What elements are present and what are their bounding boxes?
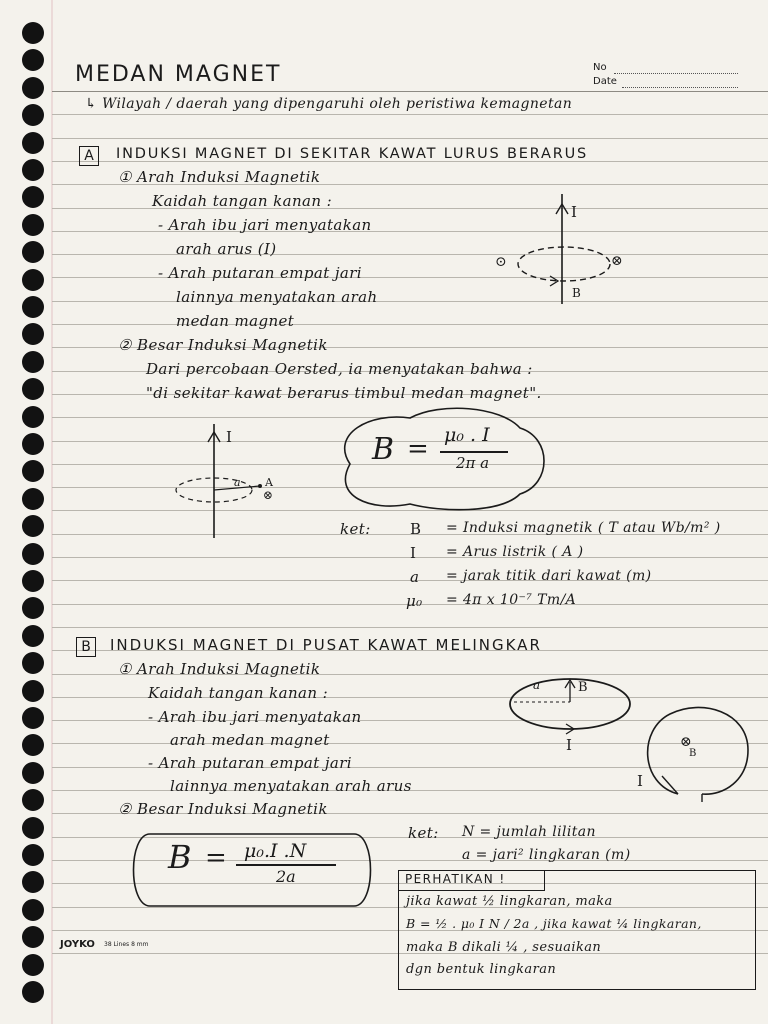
binder-hole [22, 625, 44, 647]
section-a-rule-line-4: lainnya menyatakan arah [176, 288, 378, 306]
binder-hole [22, 652, 44, 674]
date-label: Date [593, 76, 617, 87]
note-line-4: dgn bentuk lingkaran [406, 962, 557, 977]
ket-a-sym-1: B [410, 520, 422, 538]
ket-a-desc-3: = jarak titik dari kawat (m) [446, 568, 652, 584]
field-label: B [572, 286, 582, 300]
binder-hole [22, 954, 44, 976]
formula-b-denominator: 2a [276, 867, 296, 886]
binder-hole [22, 159, 44, 181]
oersted-line-2: "di sekitar kawat berarus timbul medan magnet". [146, 384, 542, 402]
note-title: PERHATIKAN ! [405, 872, 506, 886]
ruled-line [52, 324, 768, 325]
binder-hole [22, 378, 44, 400]
margin-line [51, 0, 53, 1024]
section-a-rule-line-3: - Arah putaran empat jari [158, 264, 362, 282]
binder-hole [22, 351, 44, 373]
field-out-icon: ⊙ [495, 254, 508, 270]
ket-a-desc-2: = Arus listrik ( A ) [446, 544, 584, 560]
ket-a-desc-1: = Induksi magnetik ( T atau Wb/m² ) [446, 520, 721, 536]
ket-a-sym-3: a [410, 568, 420, 586]
straight-wire-diagram [490, 190, 640, 310]
no-field-line [614, 73, 738, 74]
current-label: I [571, 203, 578, 221]
ket-a-sym-4: μ₀ [406, 592, 423, 610]
section-b-sub2: ② Besar Induksi Magnetik [118, 800, 328, 818]
brand-logo: JOYKO [60, 939, 95, 950]
binder-hole [22, 981, 44, 1003]
binder-hole [22, 762, 44, 784]
oersted-line-1: Dari percobaan Oersted, ia menyatakan bahwa : [146, 360, 533, 378]
formula-a-numerator: μ₀ . I [444, 424, 490, 446]
binder-hole [22, 899, 44, 921]
loop-radius-label: a [533, 678, 541, 692]
ket-b-line-2: a = jari² lingkaran (m) [462, 847, 631, 863]
binder-hole [22, 406, 44, 428]
section-a-rule-line-1: - Arah ibu jari menyatakan [158, 216, 372, 234]
section-b-rule-line-1: - Arah ibu jari menyatakan [148, 708, 362, 726]
circle-field-icon: ⊗ [680, 734, 693, 750]
intro-definition: ↳ Wilayah / daerah yang dipengaruhi oleh peristiwa kemagnetan [85, 96, 573, 112]
section-a-rule-line-2: arah arus (I) [176, 240, 277, 258]
no-label: No [593, 62, 607, 73]
ket-b-label: ket: [408, 824, 439, 842]
binder-hole [22, 734, 44, 756]
binder-hole [22, 132, 44, 154]
binder-hole [22, 241, 44, 263]
section-a-box: A [79, 146, 99, 166]
section-a-rule-line-5: medan magnet [176, 312, 295, 330]
binder-hole [22, 77, 44, 99]
formula-cloud-a [330, 404, 550, 514]
section-a-rule-title: Kaidah tangan kanan : [152, 192, 333, 210]
date-field-line [622, 87, 738, 88]
section-b-rule-line-2: arah medan magnet [170, 731, 330, 749]
formula-b-eq: = [205, 843, 227, 873]
field-in-icon: ⊗ [611, 253, 624, 269]
section-b-rule-line-4: lainnya menyatakan arah arus [170, 777, 412, 795]
ruled-line [52, 138, 768, 139]
formula-b-numerator: μ₀.I .N [244, 840, 307, 862]
ket-a-desc-4: = 4π x 10⁻⁷ Tm/A [446, 592, 577, 608]
binder-hole [22, 488, 44, 510]
formula-a-b: B [372, 432, 395, 467]
binder-hole [22, 22, 44, 44]
circle-current-label: I [637, 772, 644, 790]
binder-hole [22, 460, 44, 482]
binder-hole [22, 570, 44, 592]
section-b-rule-title: Kaidah tangan kanan : [148, 684, 329, 702]
binder-hole [22, 707, 44, 729]
formula-b-b: B [168, 838, 192, 876]
binder-hole [22, 871, 44, 893]
page-title: MEDAN MAGNET [75, 62, 282, 87]
binder-hole [22, 433, 44, 455]
section-b-sub1: ① Arah Induksi Magnetik [118, 660, 321, 678]
note-line-2: B = ½ . μ₀ I N / 2a , jika kawat ¼ lingkaran, [406, 916, 702, 931]
paper-spec: 38 Lines 8 mm [104, 941, 149, 948]
binder-hole [22, 515, 44, 537]
binder-hole [22, 269, 44, 291]
circle-loop-diagram [640, 700, 760, 804]
binder-hole [22, 680, 44, 702]
binder-hole [22, 789, 44, 811]
formula-a-eq: = [407, 434, 429, 464]
section-b-box: B [76, 637, 96, 657]
ruled-line [52, 627, 768, 628]
current-label-a2: I [226, 428, 233, 446]
note-line-3: maka B dikali ¼ , sesuaikan [406, 940, 602, 955]
binder-hole [22, 49, 44, 71]
ruled-line [52, 254, 768, 255]
ket-b-line-1: N = jumlah lilitan [462, 824, 596, 840]
ket-a-label: ket: [340, 520, 371, 538]
formula-a-denominator: 2π a [456, 454, 490, 472]
binder-hole [22, 926, 44, 948]
binder-hole [22, 323, 44, 345]
binder-hole [22, 104, 44, 126]
point-label: A [265, 476, 274, 489]
section-b-heading: INDUKSI MAGNET DI PUSAT KAWAT MELINGKAR [110, 636, 542, 654]
ruled-line [52, 91, 768, 92]
circle-field-label: B [689, 748, 697, 759]
binder-hole [22, 817, 44, 839]
binder-hole [22, 214, 44, 236]
formula-a-bar [440, 451, 508, 453]
binder-hole [22, 186, 44, 208]
ruled-line [52, 301, 768, 302]
ruled-line [52, 114, 768, 115]
ket-a-sym-2: I [410, 544, 417, 562]
binder-hole [22, 597, 44, 619]
section-a-sub1: ① Arah Induksi Magnetik [118, 168, 321, 186]
loop-current-label: I [566, 736, 573, 754]
loop-field-label: B [578, 680, 588, 695]
note-line-1: jika kawat ½ lingkaran, maka [406, 894, 613, 909]
section-a-heading: INDUKSI MAGNET DI SEKITAR KAWAT LURUS BERARUS [116, 146, 588, 162]
binder-hole [22, 844, 44, 866]
section-b-rule-line-3: - Arah putaran empat jari [148, 754, 352, 772]
field-in-icon-a2: ⊗ [263, 488, 274, 502]
formula-b-bar [236, 864, 336, 866]
section-a-sub2: ② Besar Induksi Magnetik [118, 336, 328, 354]
binder-hole [22, 543, 44, 565]
binder-hole [22, 296, 44, 318]
distance-label: a [234, 476, 241, 489]
